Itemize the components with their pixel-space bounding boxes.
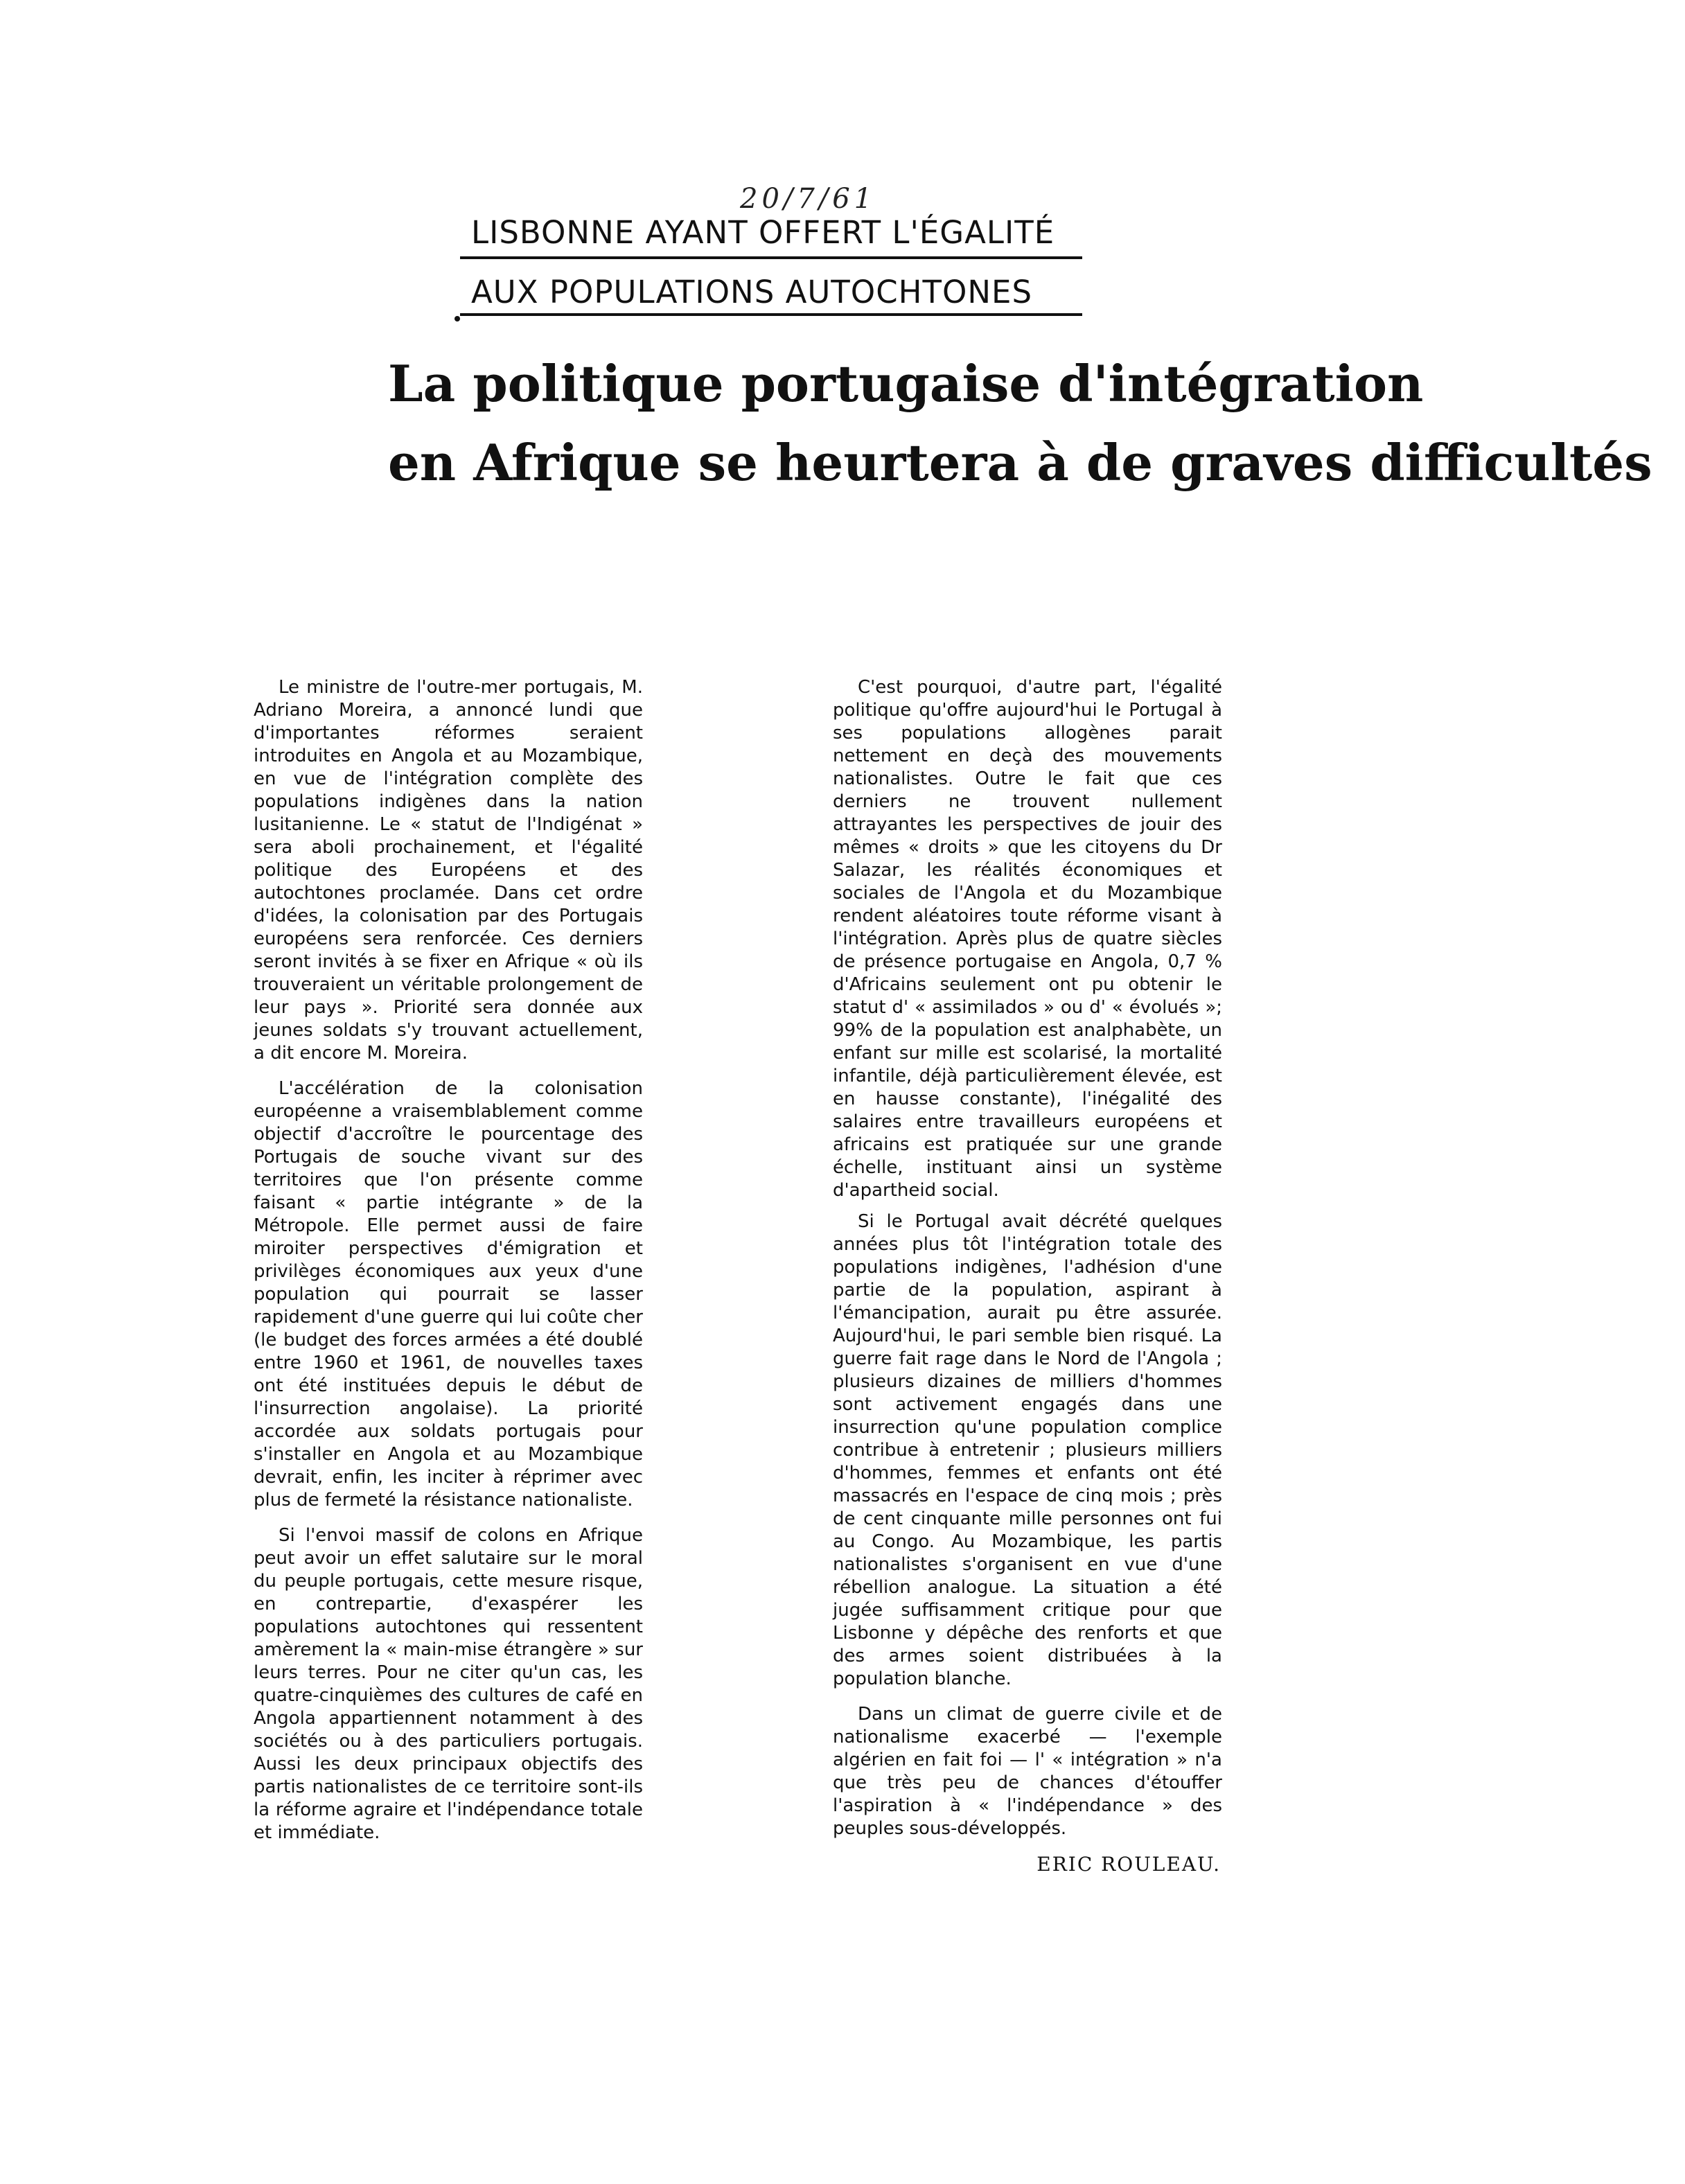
kicker-line-1: LISBONNE AYANT OFFERT L'ÉGALITÉ	[471, 214, 1055, 251]
article-paragraph: Le ministre de l'outre-mer portugais, M. Adriano Moreira, a annoncé lundi que d'importantes réformes seraient introduites en Angola et au Mozambique, en vue de l'intégration complète des populations indigènes dans la nation lusitanienne. Le « statut de l'Indigénat » sera aboli prochainement, et l'égalité politique des Européens et des autochtones proclamée. Dans cet ordre d'idées, la colonisation par des Portugais européens sera renforcée. Ces derniers seront invités à se fixer en Afrique « où ils trouveraient un véritable prolongement de leur pays ». Priorité sera donnée aux jeunes soldats s'y trouvant actuellement, a dit encore M. Moreira.	[254, 677, 643, 1064]
bullet-dot	[455, 316, 460, 322]
article-paragraph: Si le Portugal avait décrété quelques années plus tôt l'intégration totale des populations indigènes, l'adhésion d'une partie de la population, aspirant à l'émancipation, aurait pu être assurée. Aujourd'hui, le pari semble bien risqué. La guerre fait rage dans le Nord de l'Angola ; plusieurs dizaines de milliers d'hommes sont activement engagés dans une insurrection qu'une population complice contribue à entretenir ; plusieurs milliers d'hommes, femmes et enfants ont été massacrés en l'espace de cinq mois ; près de cent cinquante mille personnes ont fui au Congo. Au Mozambique, les partis nationalistes s'organisent en vue d'une rébellion analogue. La situation a été jugée suffisamment critique pour que Lisbonne y dépêche des renforts et que des armes soient distribuées à la population blanche.	[833, 1211, 1222, 1689]
headline-line-1: La politique portugaise d'intégration	[388, 354, 1424, 413]
kicker-underline-1	[460, 256, 1082, 259]
article-paragraph: Si l'envoi massif de colons en Afrique peut avoir un effet salutaire sur le moral du peuple portugais, cette mesure risque, en contrepartie, d'exaspérer les populations autochtones qui ressentent amèrement la « main-mise étrangère » sur leurs terres. Pour ne citer qu'un cas, les quatre-cinquièmes des cultures de café en Angola appartiennent notamment à des sociétés ou à des particuliers portugais. Aussi les deux principaux objectifs des partis nationalistes de ce territoire sont-ils la réforme agraire et l'indépendance totale et immédiate.	[254, 1525, 643, 1843]
handwritten-date: 20/7/61	[740, 183, 876, 215]
article-paragraph: C'est pourquoi, d'autre part, l'égalité politique qu'offre aujourd'hui le Portugal à ses populations allogènes parait nettement en deçà des mouvements nationalistes. Outre le fait que ces derniers ne trouvent nullement attrayantes les perspectives de jouir des mêmes « droits » que les citoyens du Dr Salazar, les réalités économiques et sociales de l'Angola et du Mozambique rendent aléatoires toute réforme visant à l'intégration. Après plus de quatre siècles de présence portugaise en Angola, 0,7 % d'Africains seulement ont pu obtenir le statut d' « assimilados » ou d' « évolués »; 99% de la population est analphabète, un enfant sur mille est scolarisé, la mortalité infantile, déjà particulièrement élevée, est en hausse constante), l'inégalité des salaires entre travailleurs européens et africains est pratiquée sur une grande échelle, instituant ainsi un système d'apartheid social.	[833, 677, 1222, 1201]
article-paragraph: L'accélération de la colonisation européenne a vraisemblablement comme objectif d'accroître le pourcentage des Portugais de souche vivant sur des territoires que l'on présente comme faisant « partie intégrante » de la Métropole. Elle permet aussi de faire miroiter perspectives d'émigration et privilèges économiques aux yeux d'une population qui pourrait se lasser rapidement d'une guerre qui lui coûte cher (le budget des forces armées a été doublé entre 1960 et 1961, de nouvelles taxes ont été instituées depuis le début de l'insurrection angolaise). La priorité accordée aux soldats portugais pour s'installer en Angola et au Mozambique devrait, enfin, les inciter à réprimer avec plus de fermeté la résistance nationaliste.	[254, 1078, 643, 1511]
headline-line-2: en Afrique se heurtera à de graves difficultés	[388, 433, 1652, 492]
article-column-right	[833, 676, 1222, 1876]
byline: ERIC ROULEAU.	[1036, 1853, 1221, 1876]
kicker-underline-2	[460, 313, 1082, 316]
article-paragraph: Dans un climat de guerre civile et de nationalisme exacerbé — l'exemple algérien en fait foi — l' « intégration » n'a que très peu de chances d'étouffer l'aspiration à « l'indépendance » des peuples sous-développés.	[833, 1704, 1222, 1839]
article-column-left	[254, 676, 643, 1857]
kicker-line-2: AUX POPULATIONS AUTOCHTONES	[471, 274, 1033, 310]
